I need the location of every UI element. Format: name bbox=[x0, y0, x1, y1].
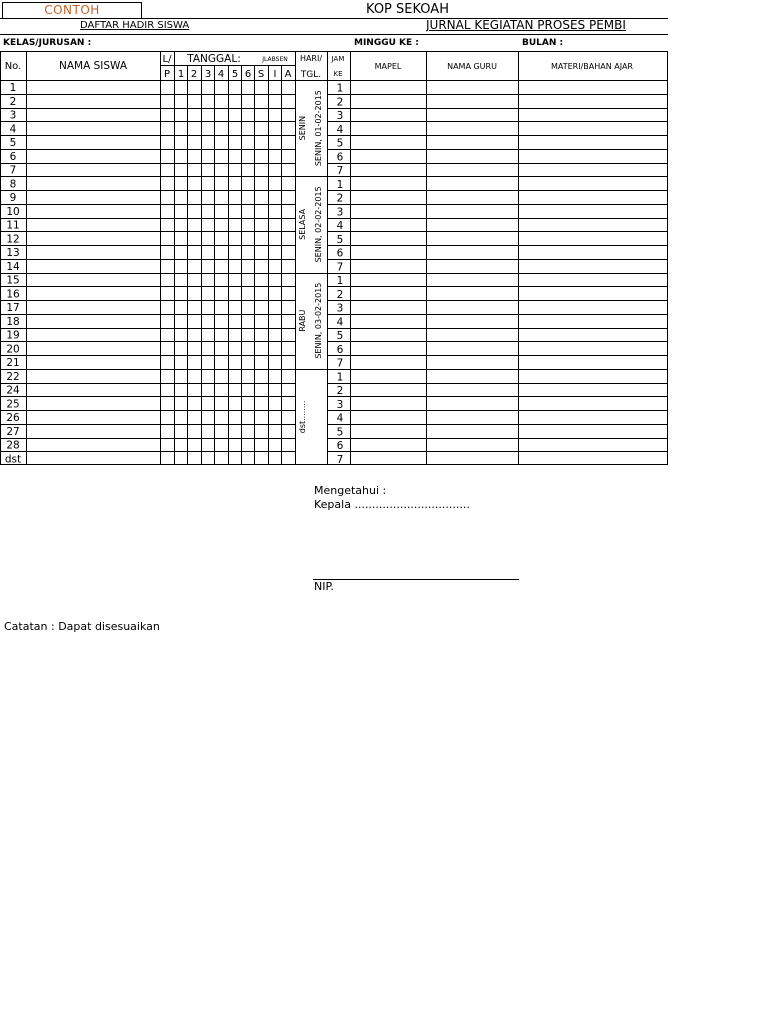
daftar-hadir-title: DAFTAR HADIR SISWA bbox=[80, 20, 190, 31]
jam-number: 1 bbox=[336, 178, 344, 191]
row-number: 13 bbox=[6, 247, 20, 259]
jam-number: 5 bbox=[336, 137, 344, 150]
kepala-label: Kepala ................................. bbox=[314, 498, 470, 511]
jlabsen-header: JLABSEN bbox=[262, 56, 288, 63]
hari-day-label: dst........ bbox=[298, 400, 307, 434]
row-number: 9 bbox=[9, 192, 17, 204]
row-number: 26 bbox=[6, 412, 20, 424]
lp-header-top: L/ bbox=[162, 54, 172, 65]
hari-date-label: SENIN, 02-02-2015 bbox=[314, 186, 323, 263]
nama-guru-header: NAMA GURU bbox=[447, 62, 497, 71]
row-number: 1 bbox=[9, 82, 17, 94]
row-number: 14 bbox=[6, 260, 20, 273]
jam-number: 6 bbox=[336, 247, 344, 260]
jam-number: 5 bbox=[336, 330, 344, 342]
hari-header-bottom: TGL. bbox=[300, 70, 322, 80]
hari-day-label: SENIN bbox=[298, 115, 307, 141]
row-number: 20 bbox=[6, 343, 20, 356]
materi-header: MATERI/BAHAN AJAR bbox=[550, 62, 634, 71]
jam-header-bottom: KE bbox=[333, 70, 343, 78]
jam-number: 6 bbox=[336, 440, 344, 452]
subheader-divider bbox=[0, 34, 668, 35]
kelas-jurusan-label: KELAS/JURUSAN : bbox=[3, 38, 92, 48]
jam-number: 3 bbox=[336, 398, 344, 411]
tanggal-col-1: 1 bbox=[177, 69, 185, 80]
jam-number: 5 bbox=[336, 426, 344, 439]
absen-col-I: I bbox=[273, 69, 277, 80]
minggu-ke-label: MINGGU KE : bbox=[354, 38, 419, 48]
row-number: 8 bbox=[9, 178, 17, 191]
row-number: 21 bbox=[6, 357, 20, 369]
kop-sekolah-title: KOP SEKOAH bbox=[366, 2, 449, 17]
jam-number: 6 bbox=[336, 151, 344, 164]
mengetahui-label: Mengetahui : bbox=[314, 484, 387, 497]
jam-number: 2 bbox=[336, 288, 344, 301]
jam-number: 4 bbox=[336, 412, 344, 425]
catatan-note: Catatan : Dapat disesuaikan bbox=[4, 620, 160, 633]
signature-line bbox=[313, 579, 519, 580]
jam-number: 6 bbox=[336, 343, 344, 356]
row-number: 24 bbox=[6, 384, 20, 397]
row-number: 27 bbox=[6, 425, 20, 438]
jam-number: 1 bbox=[336, 82, 344, 95]
jam-number: 4 bbox=[336, 316, 344, 329]
jam-number: 3 bbox=[336, 302, 344, 315]
row-number: 5 bbox=[9, 137, 17, 149]
jam-number: 5 bbox=[336, 233, 344, 246]
row-number: 4 bbox=[9, 123, 17, 136]
jam-number: 2 bbox=[336, 385, 344, 397]
jam-number: 3 bbox=[336, 110, 344, 122]
row-number: 7 bbox=[9, 164, 17, 177]
row-number: 11 bbox=[6, 219, 20, 232]
jam-header-top: JAM bbox=[331, 55, 345, 63]
jam-number: 7 bbox=[336, 453, 344, 466]
row-number: 12 bbox=[6, 233, 20, 246]
absen-col-A: A bbox=[284, 69, 292, 80]
row-number: 22 bbox=[6, 370, 20, 383]
lp-header-bottom: P bbox=[163, 69, 171, 80]
jam-number: 7 bbox=[336, 261, 344, 274]
jam-number: 7 bbox=[336, 357, 344, 370]
jam-number: 2 bbox=[336, 192, 344, 205]
contoh-label: CONTOH bbox=[2, 2, 142, 19]
row-number: 16 bbox=[6, 288, 20, 301]
jam-number: 3 bbox=[336, 206, 344, 219]
hari-day-label: RABU bbox=[298, 309, 307, 332]
row-number: 18 bbox=[6, 315, 20, 328]
tanggal-col-2: 2 bbox=[190, 69, 198, 80]
hari-day-label: SELASA bbox=[298, 208, 307, 240]
attendance-journal-table bbox=[0, 51, 668, 471]
tanggal-header: TANGGAL: bbox=[187, 53, 241, 65]
mapel-header: MAPEL bbox=[374, 62, 402, 71]
tanggal-col-6: 6 bbox=[244, 69, 252, 80]
jam-number: 2 bbox=[336, 96, 344, 109]
tanggal-col-4: 4 bbox=[217, 69, 225, 80]
row-number: 19 bbox=[6, 329, 20, 342]
hari-date-label: SENIN, 03-02-2015 bbox=[314, 282, 323, 359]
row-number: 2 bbox=[9, 95, 17, 108]
jam-number: 4 bbox=[336, 123, 344, 136]
jam-number: 7 bbox=[336, 165, 344, 177]
jam-number: 1 bbox=[336, 371, 344, 384]
jam-number: 1 bbox=[336, 275, 344, 287]
row-number: 10 bbox=[6, 205, 20, 218]
absen-col-S: S bbox=[257, 69, 265, 80]
row-number: 3 bbox=[9, 109, 17, 122]
nama-siswa-header: NAMA SISWA bbox=[58, 60, 128, 72]
row-number: dst bbox=[4, 453, 22, 466]
jam-number: 4 bbox=[336, 220, 344, 232]
tanggal-col-3: 3 bbox=[204, 69, 212, 80]
row-number: 28 bbox=[6, 439, 20, 452]
hari-header-top: HARI/ bbox=[299, 54, 323, 63]
bulan-label: BULAN : bbox=[522, 38, 564, 48]
row-number: 15 bbox=[6, 274, 20, 287]
row-number: 17 bbox=[6, 302, 20, 314]
hari-date-label: SENIN, 01-02-2015 bbox=[314, 90, 323, 167]
tanggal-col-5: 5 bbox=[231, 69, 239, 80]
row-number: 6 bbox=[9, 150, 17, 163]
no-header: No. bbox=[4, 61, 22, 72]
nip-label: NIP. bbox=[314, 580, 334, 593]
jurnal-title: JURNAL KEGIATAN PROSES PEMBI bbox=[426, 18, 626, 32]
row-number: 25 bbox=[6, 398, 20, 411]
